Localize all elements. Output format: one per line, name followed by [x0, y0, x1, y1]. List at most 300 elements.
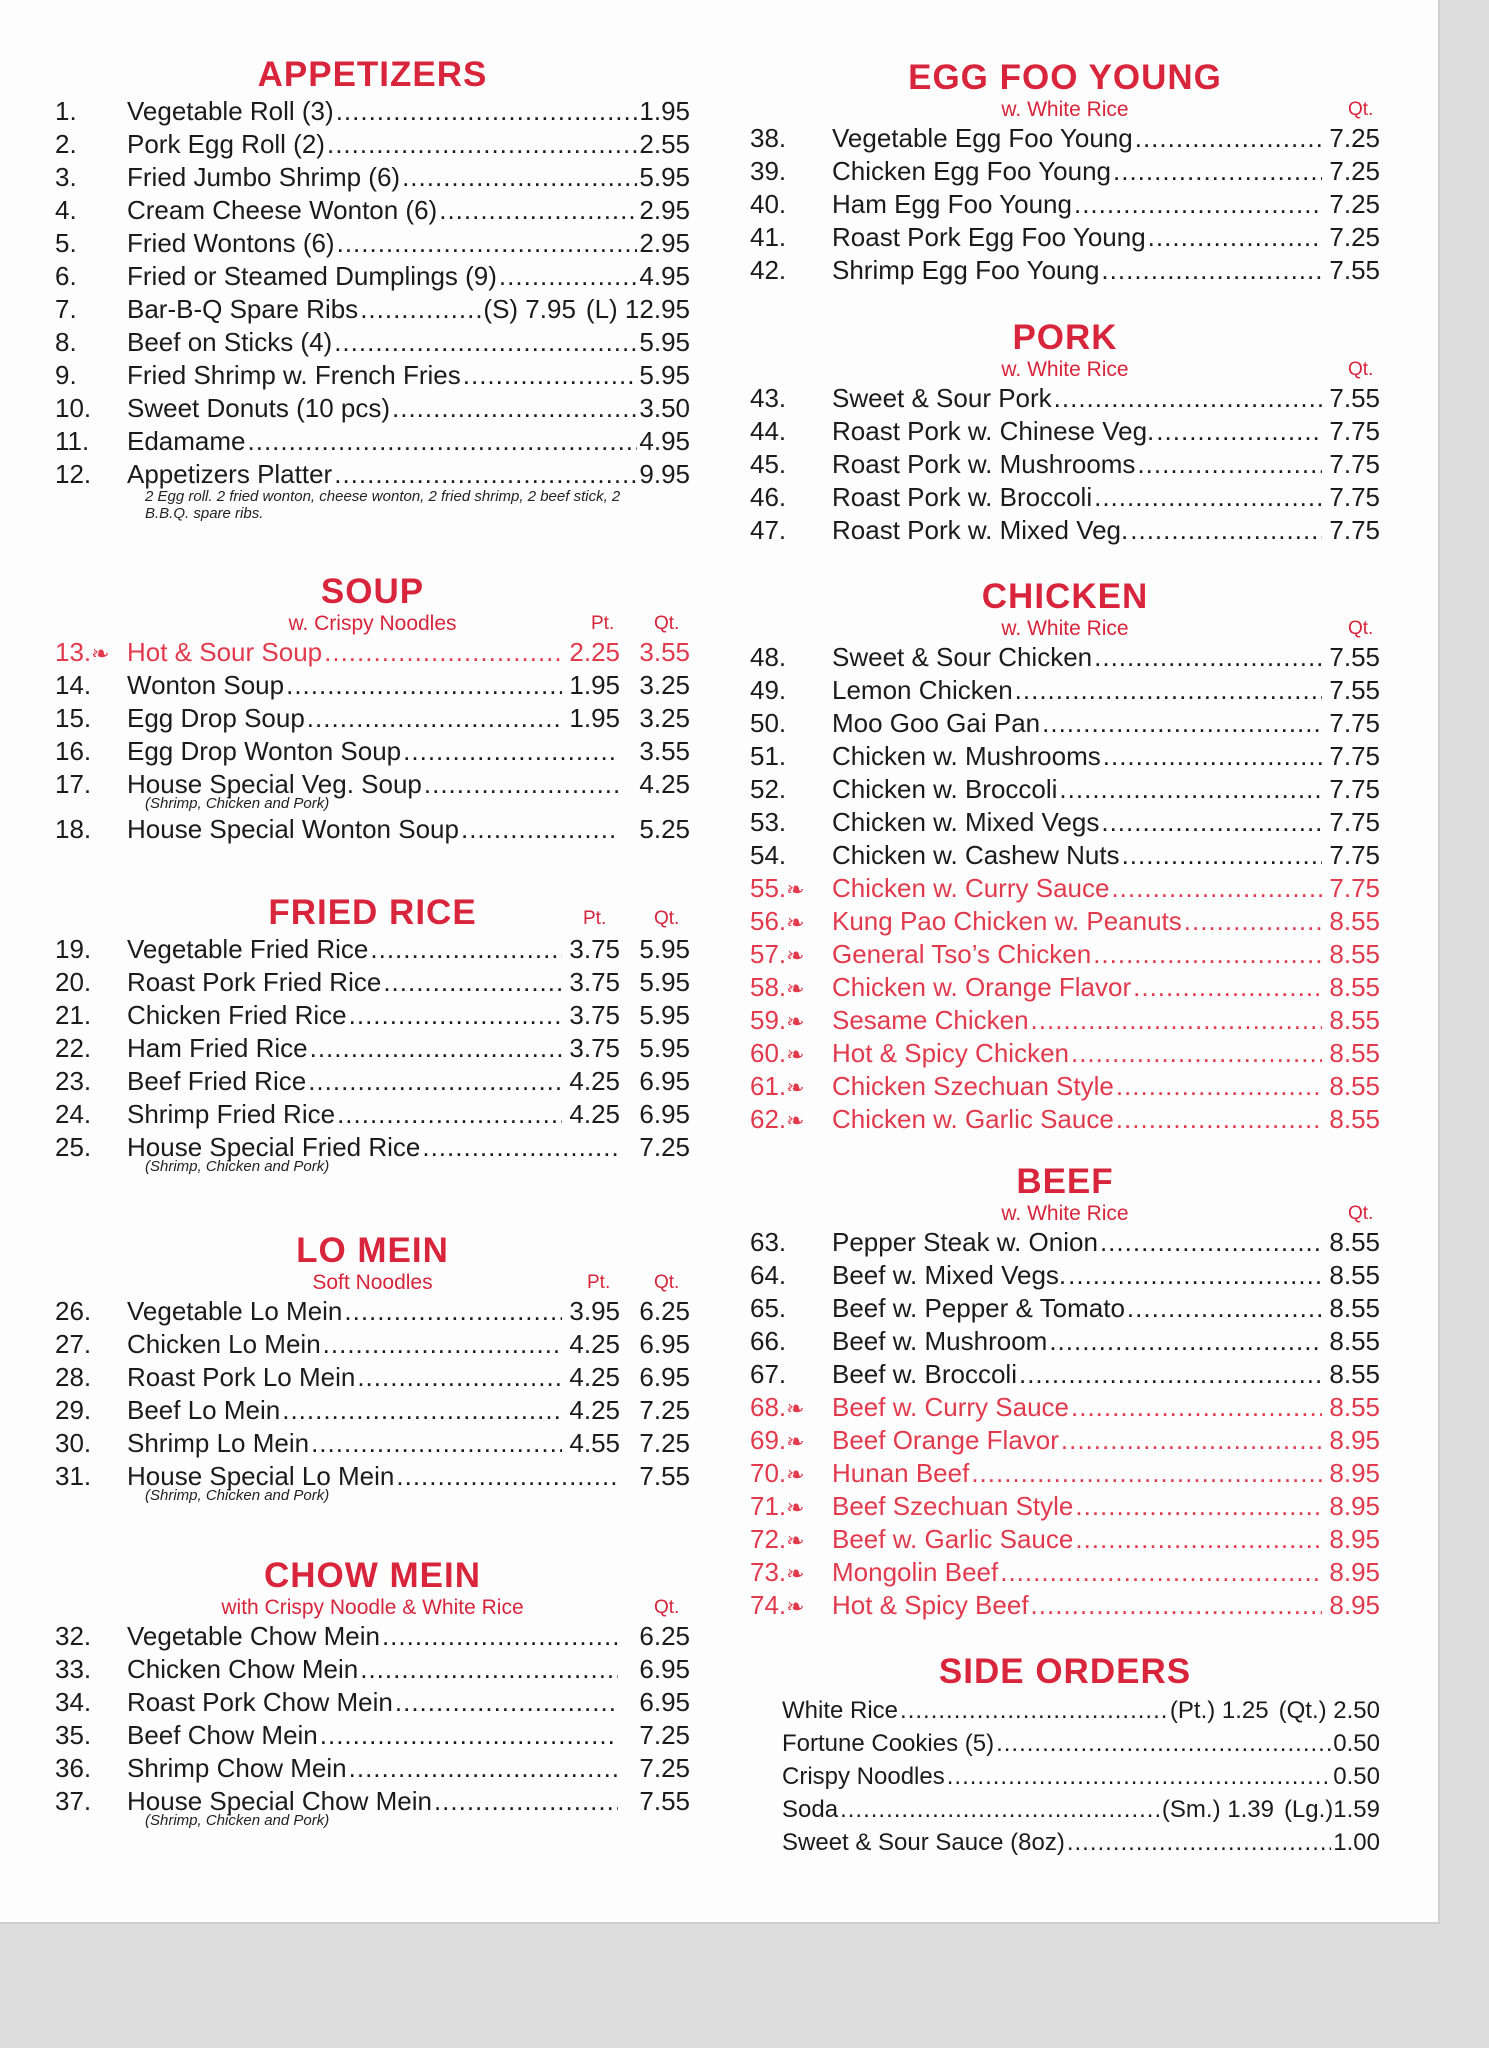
item-name: Vegetable Roll (3)	[127, 96, 334, 126]
pint-price: 4.55	[569, 1428, 620, 1458]
item-name: Chicken Egg Foo Young	[832, 156, 1111, 186]
leader-dots	[947, 1760, 1332, 1793]
menu-item	[55, 161, 690, 194]
quart-price: 7.25	[1329, 156, 1380, 186]
menu-item	[55, 813, 690, 846]
item-number: 71.❧	[750, 1491, 805, 1521]
item-name: House Special Chow Mein	[127, 1786, 432, 1816]
item-name: Fried Wontons (6)	[127, 228, 335, 258]
item-name: Roast Pork Egg Foo Young	[832, 222, 1146, 252]
item-number: 72.❧	[750, 1524, 805, 1554]
item-number: 37.	[55, 1786, 92, 1816]
leader-dots	[370, 933, 562, 966]
quart-price: 7.25	[639, 1132, 690, 1162]
spicy-icon: ❧	[786, 1396, 805, 1421]
leader-dots	[1137, 448, 1322, 481]
item-name: House Special Veg. Soup	[127, 769, 422, 799]
quart-price: 7.55	[639, 1786, 690, 1816]
quart-price: 8.55	[1329, 1293, 1380, 1323]
item-name: Chicken Fried Rice	[127, 1000, 347, 1030]
spicy-icon: ❧	[786, 1462, 805, 1487]
item-name: Beef Chow Mein	[127, 1720, 318, 1750]
leader-dots	[1000, 1556, 1322, 1589]
item-price: 0.50	[1333, 1730, 1380, 1757]
item-number: 34.	[55, 1687, 92, 1717]
menu-item	[750, 938, 1380, 971]
quart-price: 8.55	[1329, 1005, 1380, 1035]
leader-dots	[337, 227, 638, 260]
leader-dots	[403, 735, 618, 768]
item-number: 43.	[750, 383, 787, 413]
item-number: 21.	[55, 1000, 92, 1030]
chicken-list	[750, 641, 1380, 1136]
item-number: 39.	[750, 156, 787, 186]
leader-dots	[1015, 674, 1322, 707]
quart-price: 6.95	[639, 1066, 690, 1096]
item-name: Beef Lo Mein	[127, 1395, 281, 1425]
item-number: 7.	[55, 294, 77, 324]
quart-price: 8.95	[1329, 1491, 1380, 1521]
menu-item	[750, 1556, 1380, 1589]
pork-list	[750, 382, 1380, 547]
item-number: 27.	[55, 1329, 92, 1359]
menu-item	[750, 1004, 1380, 1037]
section-subtitle: w. Crispy Noodles	[288, 612, 457, 635]
item-number: 4.	[55, 195, 77, 225]
quart-header: Qt.	[654, 1272, 680, 1293]
menu-item	[750, 872, 1380, 905]
item-name: Shrimp Egg Foo Young	[832, 255, 1100, 285]
leader-dots	[1071, 1037, 1322, 1070]
menu-item	[750, 481, 1380, 514]
item-name: Chicken w. Garlic Sauce	[832, 1104, 1114, 1134]
item-name: Roast Pork w. Broccoli	[832, 482, 1093, 512]
leader-dots	[840, 1793, 1160, 1826]
item-number: 59.❧	[750, 1005, 805, 1035]
spicy-icon: ❧	[786, 1075, 805, 1100]
item-price: 5.95	[639, 162, 690, 192]
item-price: 1.95	[639, 96, 690, 126]
item-number: 30.	[55, 1428, 92, 1458]
item-name: Beef on Sticks (4)	[127, 327, 333, 357]
item-number: 29.	[55, 1395, 92, 1425]
item-name: General Tso’s Chicken	[832, 939, 1092, 969]
menu-item	[55, 95, 690, 128]
item-price: 9.95	[639, 459, 690, 489]
item-name: Kung Pao Chicken w. Peanuts	[832, 906, 1182, 936]
item-price: 4.95	[639, 261, 690, 291]
item-number: 40.	[750, 189, 787, 219]
quart-price: 8.95	[1329, 1557, 1380, 1587]
menu-item	[750, 740, 1380, 773]
menu-item	[782, 1826, 1380, 1859]
menu-item	[750, 1490, 1380, 1523]
leader-dots	[1111, 872, 1322, 905]
leader-dots	[434, 1785, 618, 1818]
leader-dots	[461, 813, 618, 846]
menu-item	[55, 1752, 690, 1785]
item-name: Sweet & Sour Sauce (8oz)	[782, 1829, 1065, 1856]
item-name: House Special Wonton Soup	[127, 814, 459, 844]
item-number: 24.	[55, 1099, 92, 1129]
quart-price: 5.95	[639, 1033, 690, 1063]
leader-dots	[499, 260, 637, 293]
quart-price: 7.75	[1329, 708, 1380, 738]
section-title: CHICKEN	[981, 577, 1149, 616]
quart-price: 8.55	[1329, 972, 1380, 1002]
soup-list	[55, 636, 690, 846]
menu-item	[750, 806, 1380, 839]
item-name: Roast Pork Lo Mein	[127, 1362, 356, 1392]
menu-item	[55, 260, 690, 293]
menu-item	[750, 674, 1380, 707]
menu-item	[750, 1589, 1380, 1622]
leader-dots	[1101, 806, 1322, 839]
quart-price: 7.25	[639, 1395, 690, 1425]
item-number: 23.	[55, 1066, 92, 1096]
leader-dots	[1103, 740, 1322, 773]
menu-item	[55, 1394, 690, 1427]
lo-mein-list	[55, 1295, 690, 1505]
pint-price: 4.25	[569, 1362, 620, 1392]
spicy-icon: ❧	[786, 1429, 805, 1454]
quart-price: 8.55	[1329, 1392, 1380, 1422]
item-name: Roast Pork w. Chinese Veg.	[832, 416, 1155, 446]
lo-mein-section	[55, 1231, 690, 1505]
pint-price: 1.95	[569, 703, 620, 733]
leader-dots	[1067, 1826, 1331, 1859]
leader-dots	[337, 1098, 562, 1131]
menu-item	[55, 293, 690, 326]
item-number: 28.	[55, 1362, 92, 1392]
item-name: Pork Egg Roll (2)	[127, 129, 325, 159]
quart-price: 8.95	[1329, 1590, 1380, 1620]
leader-dots	[1042, 707, 1322, 740]
item-name: Beef w. Garlic Sauce	[832, 1524, 1074, 1554]
item-number: 42.	[750, 255, 787, 285]
item-number: 10.	[55, 393, 92, 423]
item-name: Hot & Sour Soup	[127, 637, 323, 667]
item-name: Roast Pork Chow Mein	[127, 1687, 393, 1717]
menu-item	[55, 1328, 690, 1361]
spicy-icon: ❧	[786, 1495, 805, 1520]
item-number: 11.	[55, 426, 90, 456]
item-note: (Shrimp, Chicken and Pork)	[145, 1158, 330, 1175]
leader-dots	[360, 293, 481, 326]
menu-item	[55, 1653, 690, 1686]
item-number: 9.	[55, 360, 77, 390]
menu-item	[750, 221, 1380, 254]
pint-price: 3.75	[569, 934, 620, 964]
menu-item	[782, 1694, 1380, 1727]
leader-dots	[1061, 1424, 1322, 1457]
leader-dots	[439, 194, 637, 227]
leader-dots	[1184, 905, 1322, 938]
item-number: 67.	[750, 1359, 787, 1389]
quart-header: Qt.	[654, 908, 680, 929]
section-title: FRIED RICE	[268, 893, 477, 932]
pork-section	[750, 318, 1380, 547]
leader-dots	[1113, 155, 1322, 188]
menu-item	[750, 1457, 1380, 1490]
quart-price: 8.55	[1329, 1227, 1380, 1257]
item-name: Chicken w. Broccoli	[832, 774, 1058, 804]
item-name: Shrimp Chow Mein	[127, 1753, 347, 1783]
platter-note: 2 Egg roll. 2 fried wonton, cheese wonton, 2 fried shrimp, 2 beef stick, 2 B.B.Q. spare ribs.	[145, 488, 621, 522]
item-price-small: (S) 7.95	[483, 294, 576, 324]
item-name: Fried Shrimp w. French Fries	[127, 360, 461, 390]
item-name: Chicken Chow Mein	[127, 1654, 359, 1684]
pint-price: 3.75	[569, 1033, 620, 1063]
item-note: (Shrimp, Chicken and Pork)	[145, 1812, 330, 1829]
quart-price: 8.55	[1329, 1359, 1380, 1389]
item-number: 3.	[55, 162, 77, 192]
leader-dots	[422, 1131, 618, 1164]
item-number: 19.	[55, 934, 92, 964]
leader-dots	[1031, 1589, 1322, 1622]
pint-price: 4.25	[569, 1066, 620, 1096]
leader-dots	[1049, 1325, 1322, 1358]
leader-dots	[392, 392, 637, 425]
quart-price: 8.55	[1329, 906, 1380, 936]
leader-dots	[344, 1295, 562, 1328]
item-name: Roast Pork w. Mushrooms	[832, 449, 1136, 479]
quart-price: 7.25	[639, 1428, 690, 1458]
item-number: 36.	[55, 1753, 92, 1783]
item-name: Wonton Soup	[127, 670, 285, 700]
item-number: 35.	[55, 1720, 92, 1750]
item-number: 62.❧	[750, 1104, 805, 1134]
item-number: 69.❧	[750, 1425, 805, 1455]
item-number: 45.	[750, 449, 787, 479]
item-name: Sweet Donuts (10 pcs)	[127, 393, 391, 423]
menu-item	[750, 971, 1380, 1004]
quart-price: 3.55	[639, 637, 690, 667]
leader-dots	[1075, 1490, 1322, 1523]
item-name: Lemon Chicken	[832, 675, 1013, 705]
item-name: House Special Lo Mein	[127, 1461, 395, 1491]
menu-item	[750, 1391, 1380, 1424]
section-title: APPETIZERS	[257, 55, 488, 94]
quart-price: 7.55	[639, 1461, 690, 1491]
item-name: Chicken w. Cashew Nuts	[832, 840, 1120, 870]
item-name: Vegetable Chow Mein	[127, 1621, 380, 1651]
item-name: Chicken Lo Mein	[127, 1329, 321, 1359]
leader-dots	[308, 1065, 562, 1098]
item-name: Hot & Spicy Beef	[832, 1590, 1029, 1620]
menu-item	[750, 155, 1380, 188]
item-number: 44.	[750, 416, 787, 446]
menu-item	[750, 1424, 1380, 1457]
item-number: 38.	[750, 123, 787, 153]
menu-item	[55, 1098, 690, 1131]
side-orders-list	[782, 1694, 1380, 1859]
leader-dots	[324, 636, 562, 669]
pint-header: Pt.	[587, 1272, 611, 1293]
item-price: 0.50	[1333, 1763, 1380, 1790]
item-name: Ham Fried Rice	[127, 1033, 308, 1063]
menu-item	[55, 425, 690, 458]
menu-item	[750, 122, 1380, 155]
item-number: 47.	[750, 515, 787, 545]
item-number: 63.	[750, 1227, 787, 1257]
item-name: Bar-B-Q Spare Ribs	[127, 294, 359, 324]
item-name: Mongolin Beef	[832, 1557, 999, 1587]
quart-price: 7.75	[1329, 416, 1380, 446]
leader-dots	[1116, 1103, 1322, 1136]
item-number: 6.	[55, 261, 77, 291]
leader-dots	[1116, 1070, 1322, 1103]
item-price: 5.95	[639, 360, 690, 390]
leader-dots	[1074, 188, 1322, 221]
quart-price: 6.95	[639, 1362, 690, 1392]
leader-dots	[327, 128, 637, 161]
item-number: 55.❧	[750, 873, 805, 903]
menu-item	[782, 1727, 1380, 1760]
leader-dots	[286, 669, 562, 702]
quart-price: 8.55	[1329, 1071, 1380, 1101]
menu-item	[750, 1259, 1380, 1292]
item-number: 48.	[750, 642, 787, 672]
item-name: Ham Egg Foo Young	[832, 189, 1072, 219]
leader-dots	[1133, 971, 1322, 1004]
quart-price: 7.75	[1329, 873, 1380, 903]
menu-item	[750, 839, 1380, 872]
quart-price: 5.95	[639, 1000, 690, 1030]
leader-dots	[282, 1394, 562, 1427]
quart-price: 7.55	[1329, 383, 1380, 413]
item-price: 2.95	[639, 195, 690, 225]
item-number: 26.	[55, 1296, 92, 1326]
leader-dots	[336, 95, 638, 128]
item-name: Fried Jumbo Shrimp (6)	[127, 162, 401, 192]
section-subtitle: with Crispy Noodle & White Rice	[221, 1596, 524, 1619]
quart-price: 7.55	[1329, 642, 1380, 672]
quart-price: 6.25	[639, 1296, 690, 1326]
menu-item	[55, 359, 690, 392]
quart-header: Qt.	[1348, 359, 1374, 380]
menu-item	[55, 933, 690, 966]
quart-price: 6.95	[639, 1099, 690, 1129]
spicy-icon: ❧	[786, 1009, 805, 1034]
item-name: Pepper Steak w. Onion	[832, 1227, 1098, 1257]
quart-price: 7.55	[1329, 675, 1380, 705]
egg-foo-young-section	[750, 58, 1380, 287]
menu-item	[750, 1103, 1380, 1136]
leader-dots	[395, 1686, 618, 1719]
item-name: Chicken w. Mushrooms	[832, 741, 1101, 771]
leader-dots	[311, 1427, 562, 1460]
leader-dots	[349, 1752, 618, 1785]
item-number: 74.❧	[750, 1590, 805, 1620]
item-number: 5.	[55, 228, 77, 258]
spicy-icon: ❧	[786, 1561, 805, 1586]
quart-price: 7.25	[1329, 123, 1380, 153]
item-name: Egg Drop Wonton Soup	[127, 736, 402, 766]
item-name: Chicken Szechuan Style	[832, 1071, 1114, 1101]
item-number: 8.	[55, 327, 77, 357]
item-number: 31.	[55, 1461, 92, 1491]
leader-dots	[310, 1032, 562, 1065]
leader-dots	[349, 999, 562, 1032]
menu-item	[55, 1719, 690, 1752]
item-price-small: (Sm.) 1.39	[1161, 1796, 1274, 1823]
pint-header: Pt.	[583, 908, 607, 929]
item-name: Shrimp Fried Rice	[127, 1099, 336, 1129]
quart-price: 7.55	[1329, 255, 1380, 285]
spicy-icon: ❧	[786, 910, 805, 935]
item-price: (Qt.) 2.50	[1278, 1697, 1380, 1724]
pint-price: 3.75	[569, 1000, 620, 1030]
quart-price: 7.75	[1329, 482, 1380, 512]
leader-dots	[334, 326, 637, 359]
item-number: 54.	[750, 840, 787, 870]
pint-price: 4.25	[569, 1395, 620, 1425]
item-price: 3.50	[639, 393, 690, 423]
item-name: Appetizers Platter	[127, 459, 333, 489]
section-subtitle: Soft Noodles	[312, 1271, 433, 1294]
item-name: House Special Fried Rice	[127, 1132, 421, 1162]
item-number: 64.	[750, 1260, 787, 1290]
item-number: 60.❧	[750, 1038, 805, 1068]
menu-item	[55, 1620, 690, 1653]
item-number: 16.	[55, 736, 92, 766]
quart-price: 6.25	[639, 1621, 690, 1651]
item-price: 1.00	[1333, 1829, 1380, 1856]
leader-dots	[402, 161, 637, 194]
quart-header: Qt.	[654, 1597, 680, 1618]
quart-price: 5.25	[639, 814, 690, 844]
leader-dots	[1054, 382, 1322, 415]
quart-price: 5.95	[639, 967, 690, 997]
item-name: Fried or Steamed Dumplings (9)	[127, 261, 497, 291]
leader-dots	[1031, 1004, 1322, 1037]
item-number: 50.	[750, 708, 787, 738]
leader-dots	[1122, 839, 1322, 872]
item-number: 58.❧	[750, 972, 805, 1002]
menu-item	[750, 1070, 1380, 1103]
leader-dots	[1135, 122, 1322, 155]
menu-item	[750, 415, 1380, 448]
item-number: 17.	[55, 769, 92, 799]
spicy-icon: ❧	[91, 641, 110, 666]
menu-item	[750, 254, 1380, 287]
item-number: 52.	[750, 774, 787, 804]
leader-dots	[1071, 1391, 1322, 1424]
menu-item	[55, 1295, 690, 1328]
item-number: 12.	[55, 459, 92, 489]
menu-item	[55, 194, 690, 227]
item-number: 46.	[750, 482, 787, 512]
menu-item	[55, 1427, 690, 1460]
item-number: 57.❧	[750, 939, 805, 969]
section-title: CHOW MEIN	[263, 1556, 482, 1595]
quart-price: 8.55	[1329, 1038, 1380, 1068]
item-name: Chicken w. Mixed Vegs	[832, 807, 1100, 837]
section-title: LO MEIN	[296, 1231, 449, 1270]
section-title: BEEF	[1016, 1162, 1114, 1201]
item-number: 56.❧	[750, 906, 805, 936]
item-name: Chicken w. Curry Sauce	[832, 873, 1110, 903]
leader-dots	[307, 702, 562, 735]
spicy-icon: ❧	[786, 877, 805, 902]
leader-dots	[1148, 221, 1322, 254]
item-number: 51.	[750, 741, 787, 771]
menu-item	[750, 905, 1380, 938]
quart-price: 3.25	[639, 703, 690, 733]
section-subtitle: w. White Rice	[1001, 98, 1129, 121]
leader-dots	[971, 1457, 1322, 1490]
